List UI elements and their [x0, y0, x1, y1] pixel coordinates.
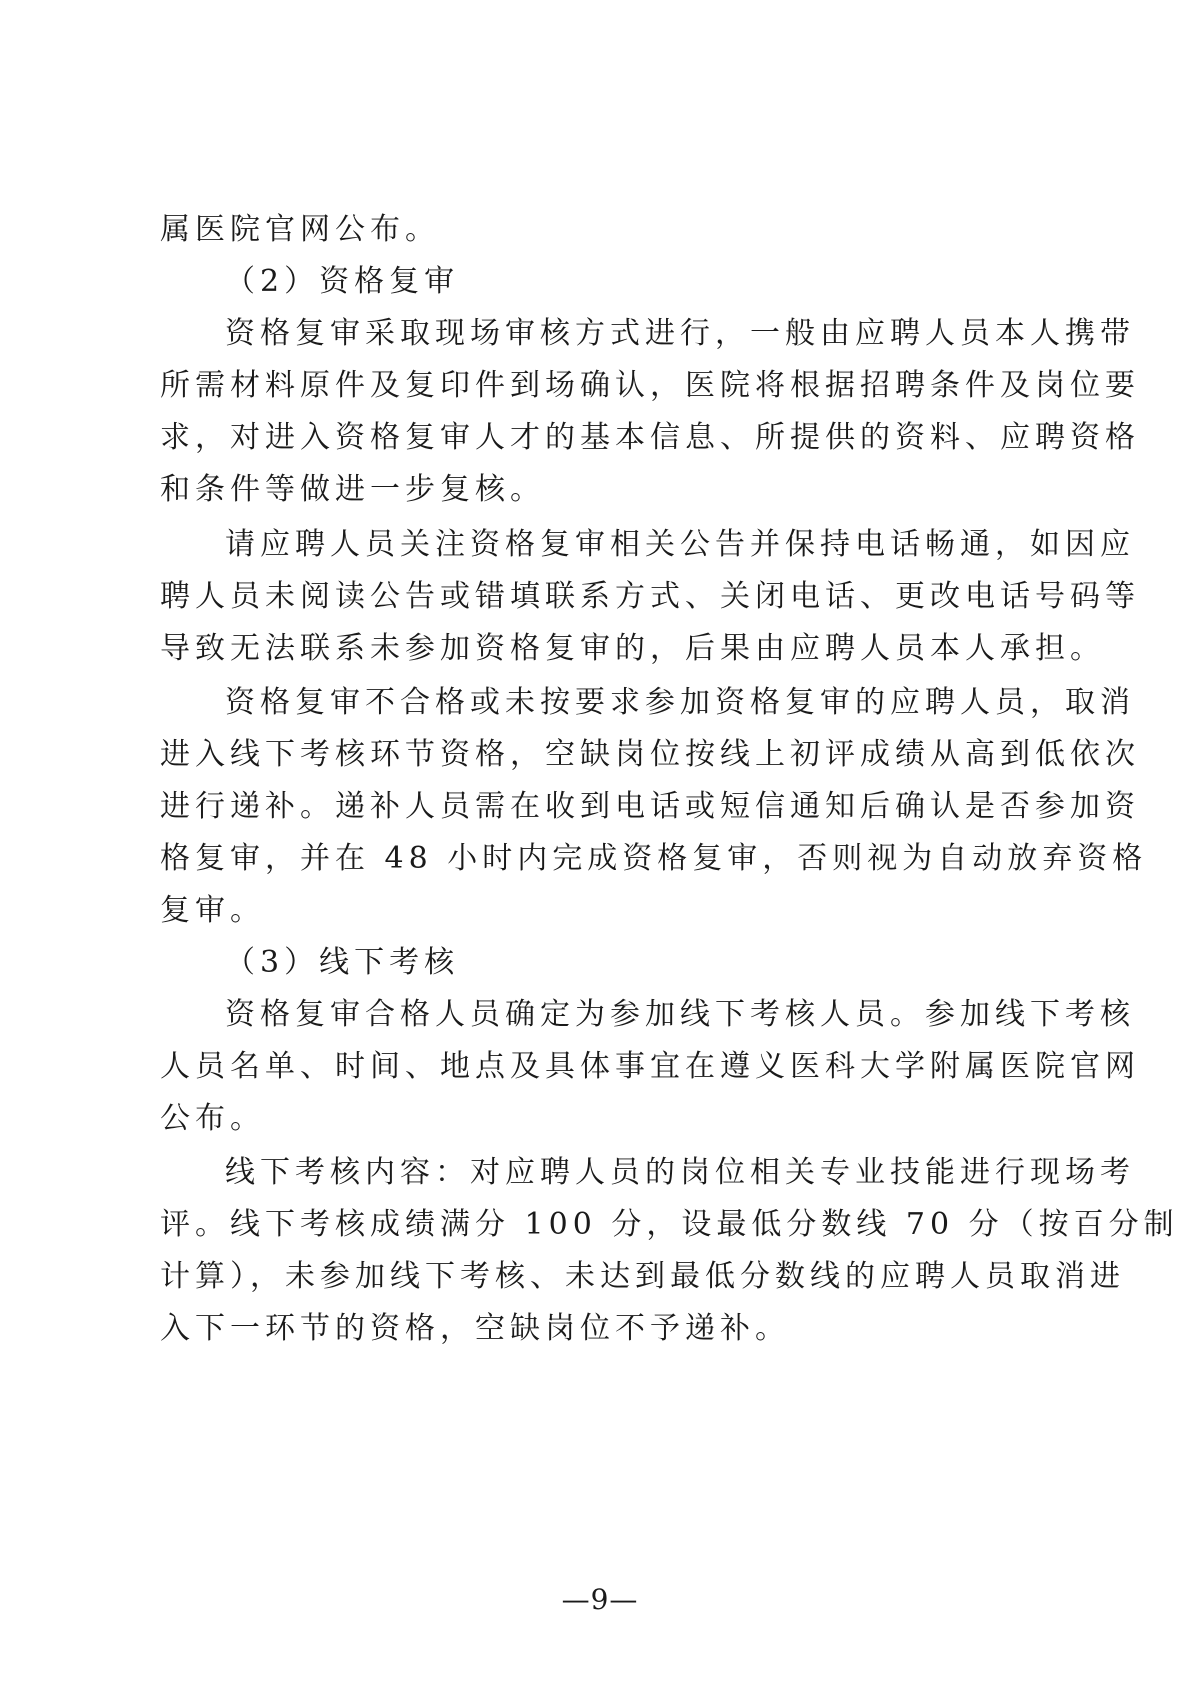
paragraph-line: 评。线下考核成绩满分 100 分，设最低分数线 70 分（按百分制	[160, 1207, 1179, 1242]
paragraph-line: 线下考核内容：对应聘人员的岗位相关专业技能进行现场考	[225, 1155, 1135, 1190]
paragraph-line: 所需材料原件及复印件到场确认，医院将根据招聘条件及岗位要	[160, 368, 1140, 403]
paragraph-line: 聘人员未阅读公告或错填联系方式、关闭电话、更改电话号码等	[160, 579, 1140, 614]
page-number: —9—	[561, 1583, 639, 1616]
paragraph-line: 导致无法联系未参加资格复审的，后果由应聘人员本人承担。	[160, 631, 1105, 666]
paragraph-line: 求，对进入资格复审人才的基本信息、所提供的资料、应聘资格	[160, 420, 1140, 455]
text-line: 属医院官网公布。	[160, 212, 440, 247]
paragraph-line: 资格复审不合格或未按要求参加资格复审的应聘人员，取消	[225, 685, 1135, 720]
paragraph-line: 入下一环节的资格，空缺岗位不予递补。	[160, 1311, 790, 1346]
paragraph-line: 进入线下考核环节资格，空缺岗位按线上初评成绩从高到低依次	[160, 737, 1140, 772]
paragraph-line: 请应聘人员关注资格复审相关公告并保持电话畅通，如因应	[225, 527, 1135, 562]
paragraph-line: 人员名单、时间、地点及具体事宜在遵义医科大学附属医院官网	[160, 1049, 1140, 1084]
section-heading-offline-assessment: （3）线下考核	[225, 945, 460, 980]
paragraph-line: 计算），未参加线下考核、未达到最低分数线的应聘人员取消进	[160, 1259, 1125, 1294]
paragraph-line: 资格复审采取现场审核方式进行，一般由应聘人员本人携带	[225, 316, 1135, 351]
paragraph-line: 进行递补。递补人员需在收到电话或短信通知后确认是否参加资	[160, 789, 1140, 824]
section-heading-qualification-review: （2）资格复审	[225, 264, 460, 299]
paragraph-line: 格复审，并在 48 小时内完成资格复审，否则视为自动放弃资格	[160, 841, 1148, 876]
paragraph-line: 和条件等做进一步复核。	[160, 472, 545, 507]
paragraph-line: 资格复审合格人员确定为参加线下考核人员。参加线下考核	[225, 997, 1135, 1032]
paragraph-line: 公布。	[160, 1101, 265, 1136]
paragraph-line: 复审。	[160, 893, 265, 928]
